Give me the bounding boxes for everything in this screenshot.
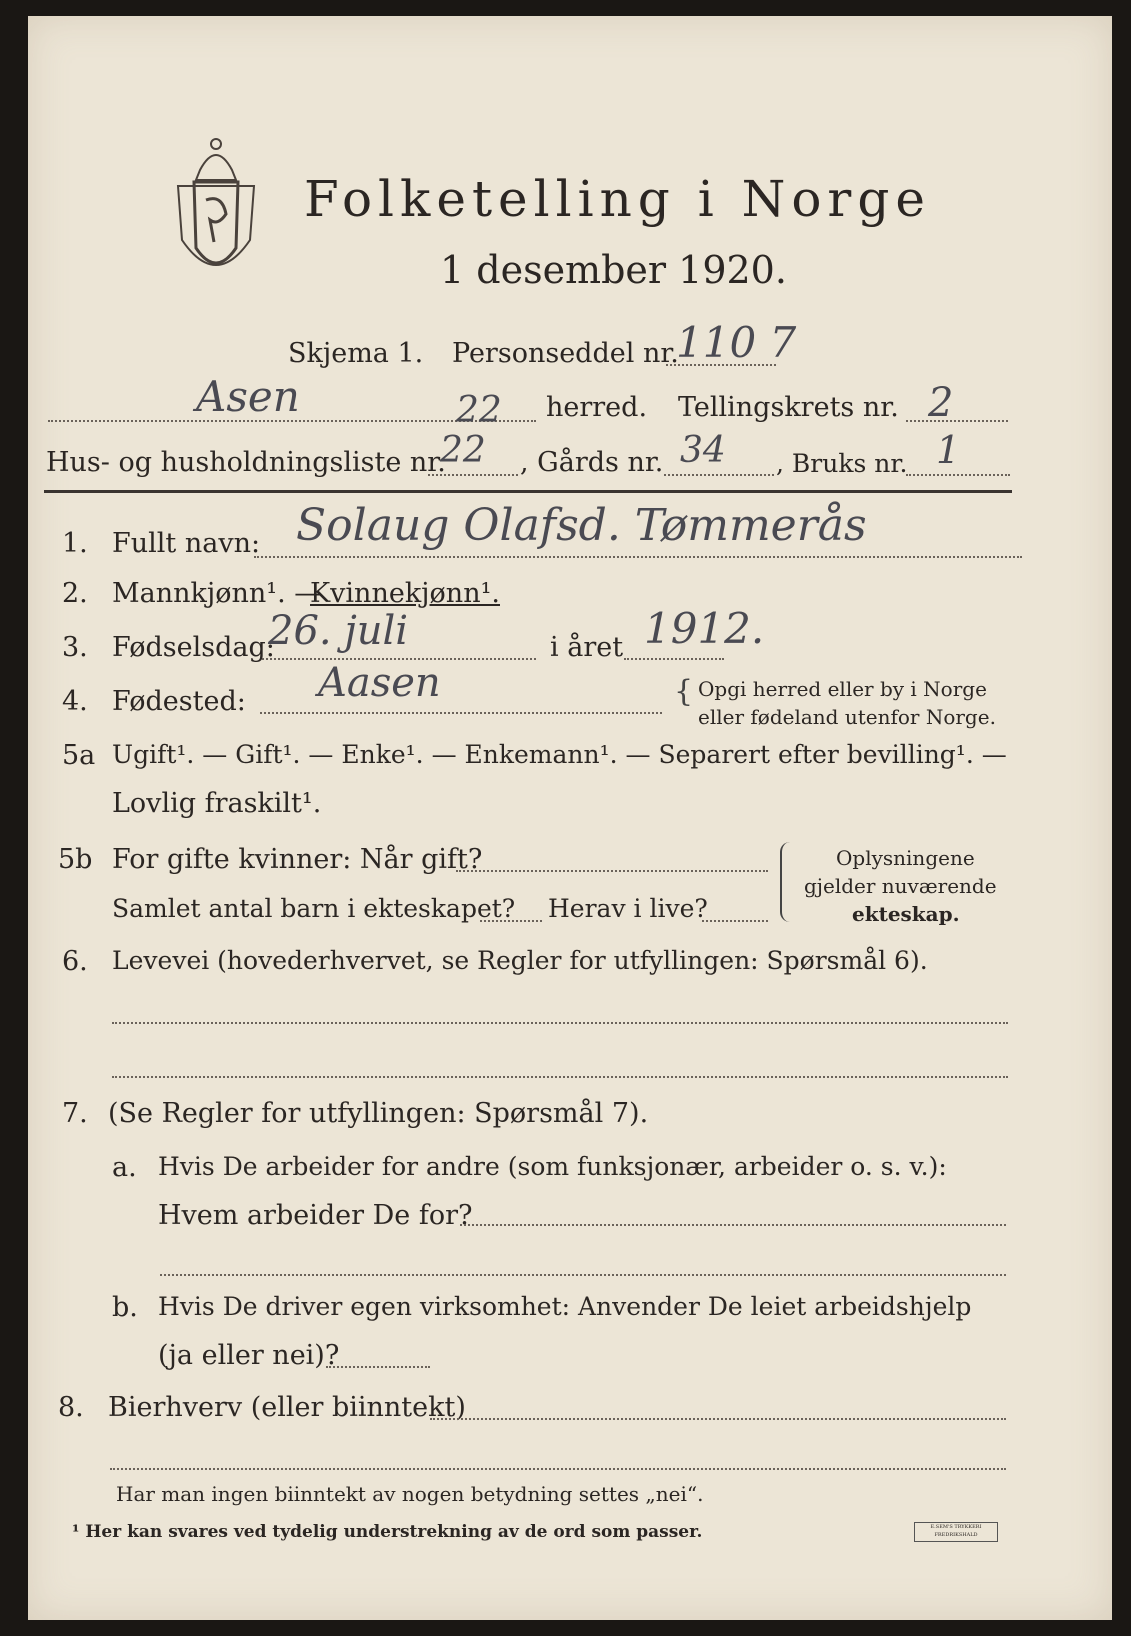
q3-year-label: i året bbox=[550, 632, 624, 663]
birthdate-value: 26. juli bbox=[268, 608, 409, 654]
herred-label: herred. bbox=[546, 392, 648, 423]
q3-number: 3. bbox=[62, 632, 88, 663]
q4-note-2: eller fødeland utenfor Norge. bbox=[698, 705, 996, 729]
page-title: Folketelling i Norge bbox=[304, 170, 931, 228]
children-total-field[interactable] bbox=[480, 920, 542, 922]
footnote: ¹ Her kan svares ved tydelig understrekning av de ord som passer. bbox=[72, 1522, 703, 1542]
birthplace-field[interactable] bbox=[260, 712, 662, 714]
q8-number: 8. bbox=[58, 1392, 84, 1423]
employer-field-1[interactable] bbox=[460, 1224, 1006, 1226]
printer-stamp: E.SEM'S TRYKKERI FREDRIKSHALD bbox=[914, 1522, 998, 1542]
q5b-bracket bbox=[780, 842, 792, 922]
occupation-field-2[interactable] bbox=[112, 1076, 1008, 1078]
q7a-number: a. bbox=[112, 1152, 137, 1183]
q5b-note-1: Oplysningene bbox=[836, 846, 975, 870]
q5a-line-1[interactable]: Ugift¹. — Gift¹. — Enke¹. — Enkemann¹. — Separert efter bevilling¹. — bbox=[112, 740, 1007, 769]
hired-help-field[interactable] bbox=[326, 1366, 430, 1368]
q1-label: Fullt navn: bbox=[112, 528, 261, 559]
q7-number: 7. bbox=[62, 1098, 88, 1129]
personseddel-label: Personseddel nr. bbox=[452, 338, 679, 369]
q2-male[interactable]: Mannkjønn¹. — bbox=[112, 578, 322, 609]
bruks-label: , Bruks nr. bbox=[776, 449, 908, 478]
gards-value: 34 bbox=[680, 430, 726, 471]
side-income-field-2[interactable] bbox=[110, 1468, 1006, 1470]
q8-label: Bierhverv (eller biinntekt) bbox=[108, 1392, 466, 1423]
tellingskrets-value: 2 bbox=[928, 380, 954, 426]
q4-number: 4. bbox=[62, 686, 88, 717]
q5b-note-3: ekteskap. bbox=[852, 902, 960, 926]
q7b-line-2: (ja eller nei)? bbox=[158, 1340, 340, 1371]
tellingskrets-field[interactable] bbox=[906, 420, 1008, 422]
q5b-number: 5b bbox=[58, 844, 93, 875]
q4-label: Fødested: bbox=[112, 686, 246, 717]
q7b-number: b. bbox=[112, 1292, 138, 1323]
herred-nr-value: 22 bbox=[456, 390, 502, 431]
hus-value: 22 bbox=[440, 430, 486, 471]
skjema-label: Skjema 1. bbox=[288, 338, 424, 369]
birthyear-field[interactable] bbox=[624, 658, 724, 660]
q7a-line-1: Hvis De arbeider for andre (som funksjonær, arbeider o. s. v.): bbox=[158, 1152, 947, 1181]
gards-field[interactable] bbox=[664, 474, 774, 476]
birthyear-value: 1912. bbox=[644, 604, 765, 653]
coat-of-arms-icon bbox=[170, 130, 262, 280]
q6-label: Levevei (hovederhvervet, se Regler for utfyllingen: Spørsmål 6). bbox=[112, 946, 928, 975]
q3-label: Fødselsdag: bbox=[112, 632, 275, 663]
tellingskrets-label: Tellingskrets nr. bbox=[678, 392, 899, 423]
q7a-line-2: Hvem arbeider De for? bbox=[158, 1200, 473, 1231]
q1-number: 1. bbox=[62, 528, 88, 559]
married-when-field[interactable] bbox=[456, 870, 768, 872]
full-name-field[interactable] bbox=[254, 556, 1022, 558]
hus-field[interactable] bbox=[428, 474, 518, 476]
hus-label: Hus- og husholdningsliste nr. bbox=[46, 447, 446, 478]
q7-label: (Se Regler for utfyllingen: Spørsmål 7). bbox=[108, 1098, 649, 1129]
gards-label: , Gårds nr. bbox=[520, 447, 664, 478]
q4-brace: { bbox=[674, 674, 694, 709]
occupation-field-1[interactable] bbox=[112, 1022, 1008, 1024]
census-date: 1 desember 1920. bbox=[440, 248, 787, 292]
herred-value: Asen bbox=[196, 372, 300, 421]
q5a-line-2[interactable]: Lovlig fraskilt¹. bbox=[112, 788, 322, 819]
q7b-line-1: Hvis De driver egen virksomhet: Anvender De leiet arbeidshjelp bbox=[158, 1292, 972, 1321]
q5b-line-1: For gifte kvinner: Når gift? bbox=[112, 844, 483, 875]
header-divider bbox=[44, 490, 1012, 493]
q5b-line-2a: Samlet antal barn i ekteskapet? bbox=[112, 894, 516, 923]
personseddel-value: 110 7 bbox=[676, 318, 797, 367]
children-alive-field[interactable] bbox=[702, 920, 768, 922]
bruks-field[interactable] bbox=[906, 474, 1010, 476]
note-text: Har man ingen biinntekt av nogen betydning settes „nei“. bbox=[116, 1482, 704, 1506]
q5a-number: 5a bbox=[62, 740, 96, 771]
q2-female[interactable]: Kvinnekjønn¹. bbox=[310, 578, 500, 609]
q4-note-1: Opgi herred eller by i Norge bbox=[698, 677, 987, 701]
q6-number: 6. bbox=[62, 946, 88, 977]
full-name-value: Solaug Olafsd. Tømmerås bbox=[296, 500, 867, 551]
birthplace-value: Aasen bbox=[318, 660, 441, 706]
side-income-field-1[interactable] bbox=[430, 1418, 1006, 1420]
employer-field-2[interactable] bbox=[160, 1274, 1006, 1276]
bruks-value: 1 bbox=[936, 428, 961, 472]
q2-number: 2. bbox=[62, 578, 88, 609]
q5b-note-2: gjelder nuværende bbox=[804, 874, 997, 898]
q5b-line-2b: Herav i live? bbox=[548, 894, 708, 923]
